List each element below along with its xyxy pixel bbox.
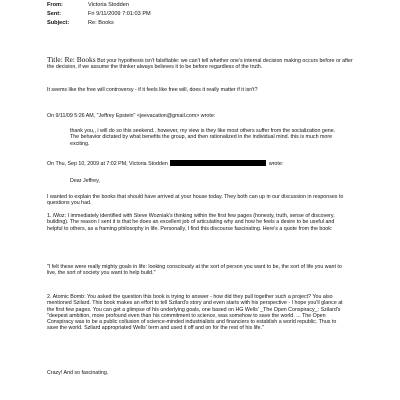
para-intro: I wanted to explain the books that should have arrived at your house today. They both can up in our discussion in responses to questions you had.	[47, 194, 344, 207]
title-rest: But your hypothesis isn't falsifiable: we can't tell whether one's internal decision making occurs before or after the decision, if we assume the thinker always believes it to be before regardless of the truth.	[47, 58, 353, 71]
sent-label: Sent:	[47, 11, 61, 17]
greeting: Dear Jeffrey,	[70, 178, 100, 184]
para-free-will: It seems like the free will controversy - if it feels like free will, does it really matter if it isn't?	[47, 87, 258, 93]
para-atomic: 2. Atomic Bomb: You asked the question this book is trying to answer - how did they pull together such a project? You also mentioned Szilard. This book makes an effort to tell Szilard's story and even starts with his perspective - I hope you'll glance at the first few pages. You can get a glimpse of his underlying goals, one based on HG Wells' _The Open Conspiracy_: Szilard's "deepest ambition, more profound even than his commitment to science, was somehow to save the world. ... The Open Conspiracy was to be a public collusion of science-minded industrialists and financiers to establish a world republic. Thus to save the world. Szilard appropriated Wells' term and used it off and on for the rest of his life."	[47, 294, 343, 332]
quote1-text: thank you,, i will do so this seekend.. however, my view is they like most others suffer from the socialization gene. The behavior dictated by what benefits the group, and then rationalized in the individual mind. this is much more exciting.	[70, 128, 336, 147]
from-value: Victoria Stodden	[88, 2, 129, 8]
quote2-header	[47, 160, 347, 167]
quote2-header-after: wrote:	[268, 161, 284, 167]
closing: Crazy! And so fascinating.	[47, 370, 109, 376]
message-title	[47, 57, 357, 71]
from-label: From:	[47, 2, 63, 8]
para-quote: "I felt these were really mighty goals in life: looking consciously at the sort of person you want to be, the sort of life you want to live, the sort of society you want to help build."	[47, 264, 342, 277]
subject-value: Re: Books	[88, 20, 114, 26]
para-iwoz: 1. iWoz: I immediately identified with Steve Wozniak's thinking within the first few pages (honesty, truth, sense of discovery, building). The reason I sent it is that he does an excellent job of articulating why and how he feels a desire to be useful and helpful to others, as a framing philosophy in life. Personally, I find this discourse fascinating. Here's a quote from the book:	[47, 213, 335, 232]
redaction-bar	[170, 160, 266, 166]
title-prefix: Title: Re: Books	[47, 55, 96, 64]
quote1-header: On 9/11/09 5:26 AM, "Jeffrey Epstein" <jeevacation@gmail.com> wrote:	[47, 113, 216, 119]
subject-label: Subject:	[47, 20, 70, 26]
quote2-header-before: On Thu, Sep 10, 2009 at 7:02 PM, Victoria Stodden	[47, 161, 168, 167]
sent-value: Fri 9/11/2009 7:01:03 PM	[88, 11, 151, 17]
